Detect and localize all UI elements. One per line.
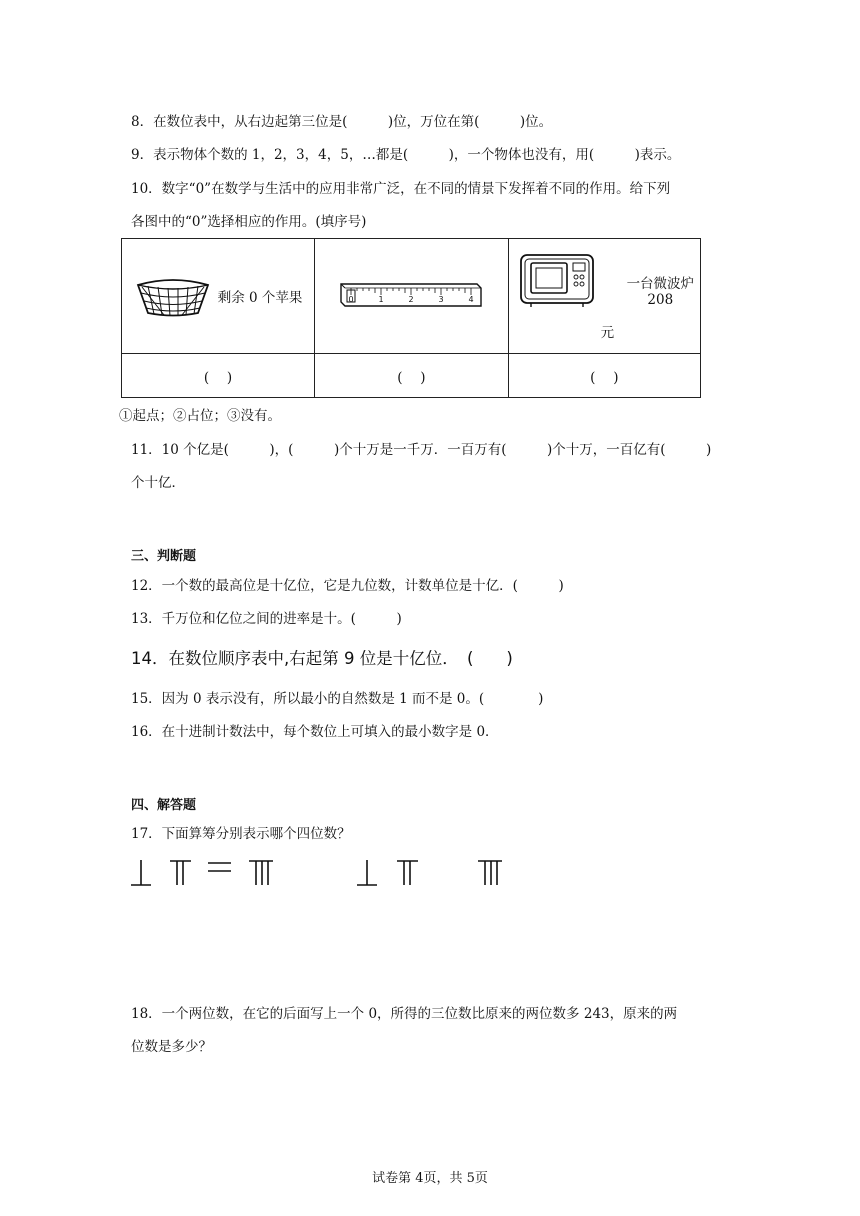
- question-11-line2: 个十亿．: [131, 475, 185, 491]
- microwave-caption-line2: 元: [600, 325, 615, 341]
- question-18-line1: 18．一个两位数，在它的后面写上一个 0，所得的三位数比原来的两位数多 243，原来的两: [131, 1006, 678, 1022]
- svg-text:4: 4: [468, 295, 474, 304]
- question-12: 12．一个数的最高位是十亿位，它是九位数，计数单位是十亿．( ): [131, 578, 564, 594]
- svg-text:3: 3: [438, 295, 444, 304]
- question-14: 14．在数位顺序表中,右起第 9 位是十亿位． ( ): [131, 649, 513, 668]
- svg-text:1: 1: [378, 295, 384, 304]
- counting-rods-figure: [0, 855, 860, 895]
- question-17: 17．下面算筹分别表示哪个四位数？: [131, 826, 351, 842]
- answer-blank-3[interactable]: ( ): [508, 354, 700, 398]
- svg-text:0: 0: [348, 295, 354, 304]
- question-10-line2: 各图中的“0”选择相应的作用。(填序号): [131, 214, 367, 230]
- question-10-options: ①起点；②占位；③没有。: [119, 408, 281, 424]
- basket-caption: 剩余 0 个苹果: [217, 290, 303, 306]
- answer-blank-1[interactable]: ( ): [122, 354, 315, 398]
- question-10-line1: 10．数字“0”在数学与生活中的应用非常广泛，在不同的情景下发挥着不同的作用。给下列: [131, 181, 671, 197]
- question-10-table: [121, 238, 701, 398]
- microwave-caption-line1: 一台微波炉 208: [626, 276, 695, 308]
- section-4-title: 四、解答题: [131, 798, 197, 813]
- page-footer: 试卷第 4页，共 5页: [372, 1171, 488, 1186]
- table-cell-ruler: [315, 239, 509, 354]
- question-16: 16．在十进制计数法中，每个数位上可填入的最小数字是 0．: [131, 724, 499, 740]
- ruler-icon: [337, 276, 485, 312]
- basket-icon: [134, 273, 212, 319]
- microwave-icon: [519, 249, 597, 311]
- question-13: 13．千万位和亿位之间的进率是十。( ): [131, 611, 402, 627]
- question-8: 8．在数位表中，从右边起第三位是( )位，万位在第( )位。: [131, 114, 553, 130]
- section-3-title: 三、判断题: [131, 549, 197, 564]
- question-18-line2: 位数是多少？: [131, 1039, 212, 1055]
- answer-blank-2[interactable]: ( ): [315, 354, 509, 398]
- question-9: 9．表示物体个数的 1，2，3，4，5，…都是( )，一个物体也没有，用( )表示。: [131, 147, 681, 163]
- svg-text:2: 2: [408, 295, 414, 304]
- table-cell-basket: [122, 239, 315, 354]
- question-15: 15．因为 0 表示没有，所以最小的自然数是 1 而不是 0。( ): [131, 691, 544, 707]
- question-11-line1: 11．10 个亿是( )，( )个十万是一千万．一百万有( )个十万，一百亿有( ): [131, 442, 712, 458]
- table-cell-microwave: [508, 239, 700, 354]
